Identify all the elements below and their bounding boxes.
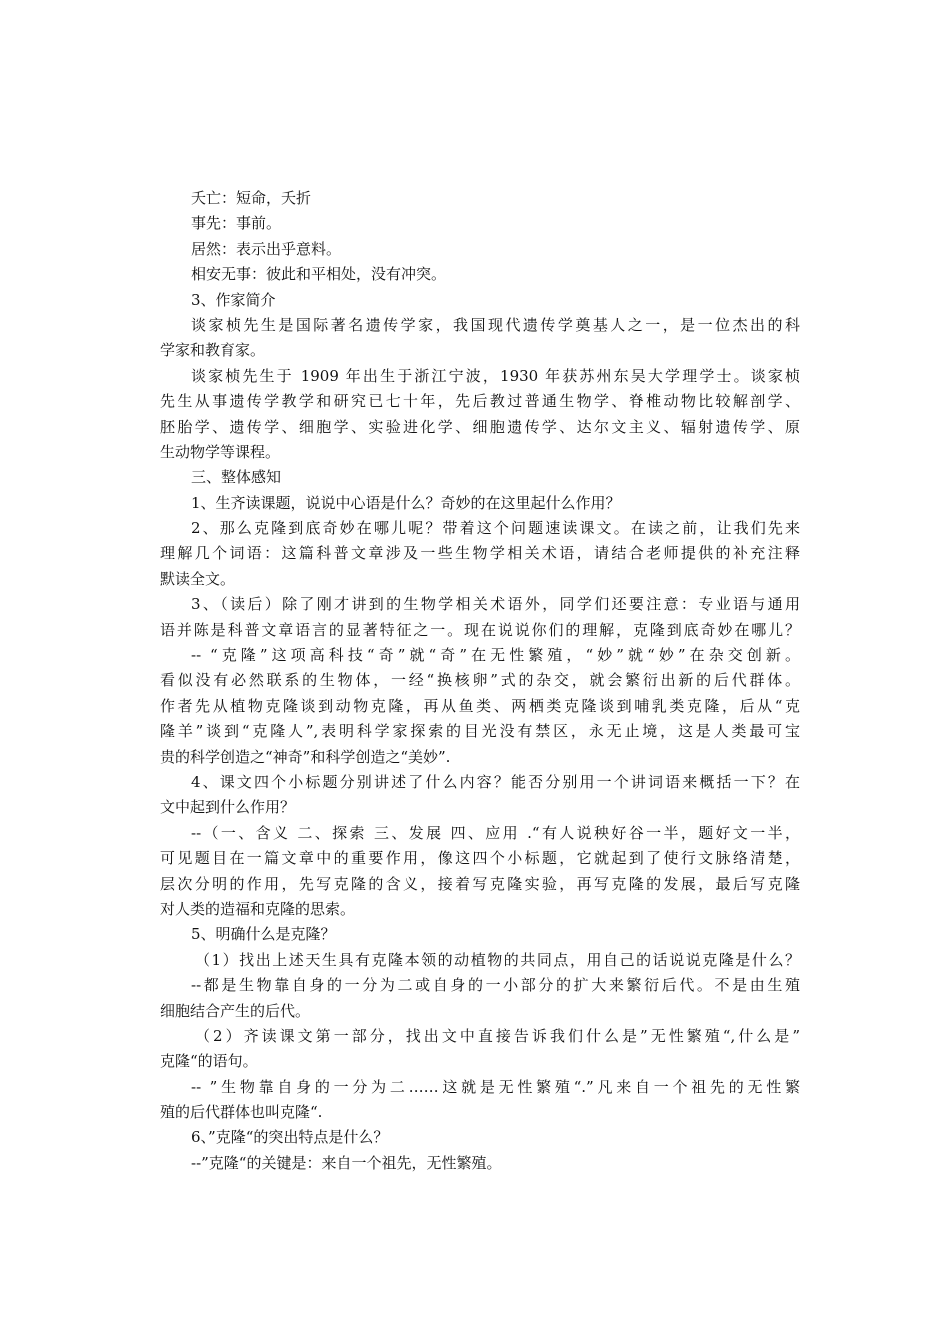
line-text: 默读全文。 (160, 569, 236, 588)
text-line (160, 567, 800, 592)
text-line (160, 288, 800, 313)
text-line (160, 872, 800, 897)
text-line (160, 1100, 800, 1125)
line-text: 看似没有必然联系的生物体，一经“换核卵”式的杂交，就会繁衍出新的后代群体。 (160, 671, 800, 690)
line-text: 相安无事：彼此和平相处，没有冲突。 (191, 265, 447, 284)
line-text: 对人类的造福和克隆的思索。 (160, 899, 356, 918)
text-line (160, 719, 800, 744)
line-text: 三、整体感知 (191, 468, 282, 487)
line-text: 细胞结合产生的后代。 (160, 1001, 311, 1020)
line-text: 先生从事遗传学教学和研究已七十年，先后教过普通生物学、脊椎动物比较解剖学、 (160, 392, 800, 411)
text-line (160, 516, 800, 541)
text-line (160, 541, 800, 566)
line-text: -- “克隆”这项高科技“奇”就“奇”在无性繁殖，“妙”就“妙”在杂交创新。 (191, 646, 800, 665)
line-text: 2、那么克隆到底奇妙在哪儿呢？带着这个问题速读课文。在读之前，让我们先来 (191, 519, 800, 538)
text-line (160, 668, 800, 693)
text-line (160, 186, 800, 211)
line-text: 克隆“的语句。 (160, 1052, 258, 1071)
line-text: 谈家桢先生于 1909 年出生于浙江宁波，1930 年获苏州东吴大学理学士。谈家桢 (191, 366, 800, 385)
text-line (160, 846, 800, 871)
line-text: 可见题目在一篇文章中的重要作用，像这四个小标题，它就起到了使行文脉络清楚， (160, 849, 800, 868)
line-text: -- ”生物靠自身的一分为二……这就是无性繁殖“.”凡来自一个祖先的无性繁 (191, 1077, 800, 1096)
line-text: 3、作家简介 (191, 290, 276, 309)
line-text: 5、明确什么是克隆？ (191, 925, 336, 944)
line-text: 1、生齐读课题，说说中心语是什么？奇妙的在这里起什么作用？ (191, 493, 621, 512)
text-line (160, 1049, 800, 1074)
text-line (160, 948, 800, 973)
text-line (160, 465, 800, 490)
text-line (160, 1075, 800, 1100)
text-line (160, 491, 800, 516)
line-text: --”克隆“的关键是：来自一个祖先，无性繁殖。 (191, 1153, 502, 1172)
text-line (160, 211, 800, 236)
text-line (160, 338, 800, 363)
text-line (160, 694, 800, 719)
line-text: 语并陈是科普文章语言的显著特征之一。现在说说你们的理解，克隆到底奇妙在哪儿？ (160, 620, 800, 639)
text-line (160, 618, 800, 643)
text-line (160, 313, 800, 338)
text-line (160, 1024, 800, 1049)
line-text: 3、（读后）除了刚才讲到的生物学相关术语外，同学们还要注意：专业语与通用 (191, 595, 800, 614)
text-line (160, 643, 800, 668)
line-text: 生动物学等课程。 (160, 442, 281, 461)
text-line (160, 415, 800, 440)
line-text: --（一、含义 二、探索 三、发展 四、应用 .“有人说秧好谷一半，题好文一半， (191, 823, 800, 842)
text-line (160, 795, 800, 820)
line-text: 4、课文四个小标题分别讲述了什么内容？能否分别用一个讲词语来概括一下？在 (191, 772, 800, 791)
text-line (160, 745, 800, 770)
text-line (160, 364, 800, 389)
line-text: --都是生物靠自身的一分为二或自身的一小部分的扩大来繁衍后代。不是由生殖 (191, 976, 800, 995)
text-line (160, 897, 800, 922)
line-text: 6、”克隆“的突出特点是什么？ (191, 1128, 389, 1147)
line-text: 夭亡：短命，夭折 (191, 189, 312, 207)
text-line (160, 770, 800, 795)
text-line (160, 821, 800, 846)
line-text: 居然：表示出乎意料。 (191, 239, 342, 258)
line-text: 作者先从植物克隆谈到动物克隆，再从鱼类、两栖类克隆谈到哺乳类克隆，后从“克 (160, 696, 800, 715)
line-text: 层次分明的作用，先写克隆的含义，接着写克隆实验，再写克隆的发展，最后写克隆 (160, 874, 800, 893)
line-text: 文中起到什么作用？ (160, 798, 296, 817)
text-line (160, 389, 800, 414)
line-text: 殖的后代群体也叫克隆“. (160, 1103, 323, 1122)
line-text: 理解几个词语：这篇科普文章涉及一些生物学相关术语，请结合老师提供的补充注释 (160, 544, 800, 563)
text-line (160, 1125, 800, 1150)
line-text: （1）找出上述天生具有克隆本领的动植物的共同点，用自己的话说说克隆是什么？ (195, 950, 800, 969)
line-text: 贵的科学创造之“神奇”和科学创造之“美妙”. (160, 747, 451, 766)
text-line (160, 1151, 800, 1176)
text-line (160, 440, 800, 465)
document-page (160, 186, 800, 1176)
line-text: （2）齐读课文第一部分，找出文中直接告诉我们什么是”无性繁殖“,什么是” (195, 1026, 800, 1045)
line-text: 谈家桢先生是国际著名遗传学家，我国现代遗传学奠基人之一，是一位杰出的科 (191, 315, 800, 334)
line-text: 胚胎学、遗传学、细胞学、实验进化学、细胞遗传学、达尔文主义、辐射遗传学、原 (160, 417, 800, 436)
text-line (160, 922, 800, 947)
text-line (160, 592, 800, 617)
text-line (160, 262, 800, 287)
line-text: 隆羊”谈到“克隆人”,表明科学家探索的目光没有禁区，永无止境，这是人类最可宝 (160, 722, 800, 741)
text-line (160, 237, 800, 262)
line-text: 学家和教育家。 (160, 341, 266, 360)
text-line (160, 999, 800, 1024)
text-line (160, 973, 800, 998)
line-text: 事先：事前。 (191, 214, 282, 233)
